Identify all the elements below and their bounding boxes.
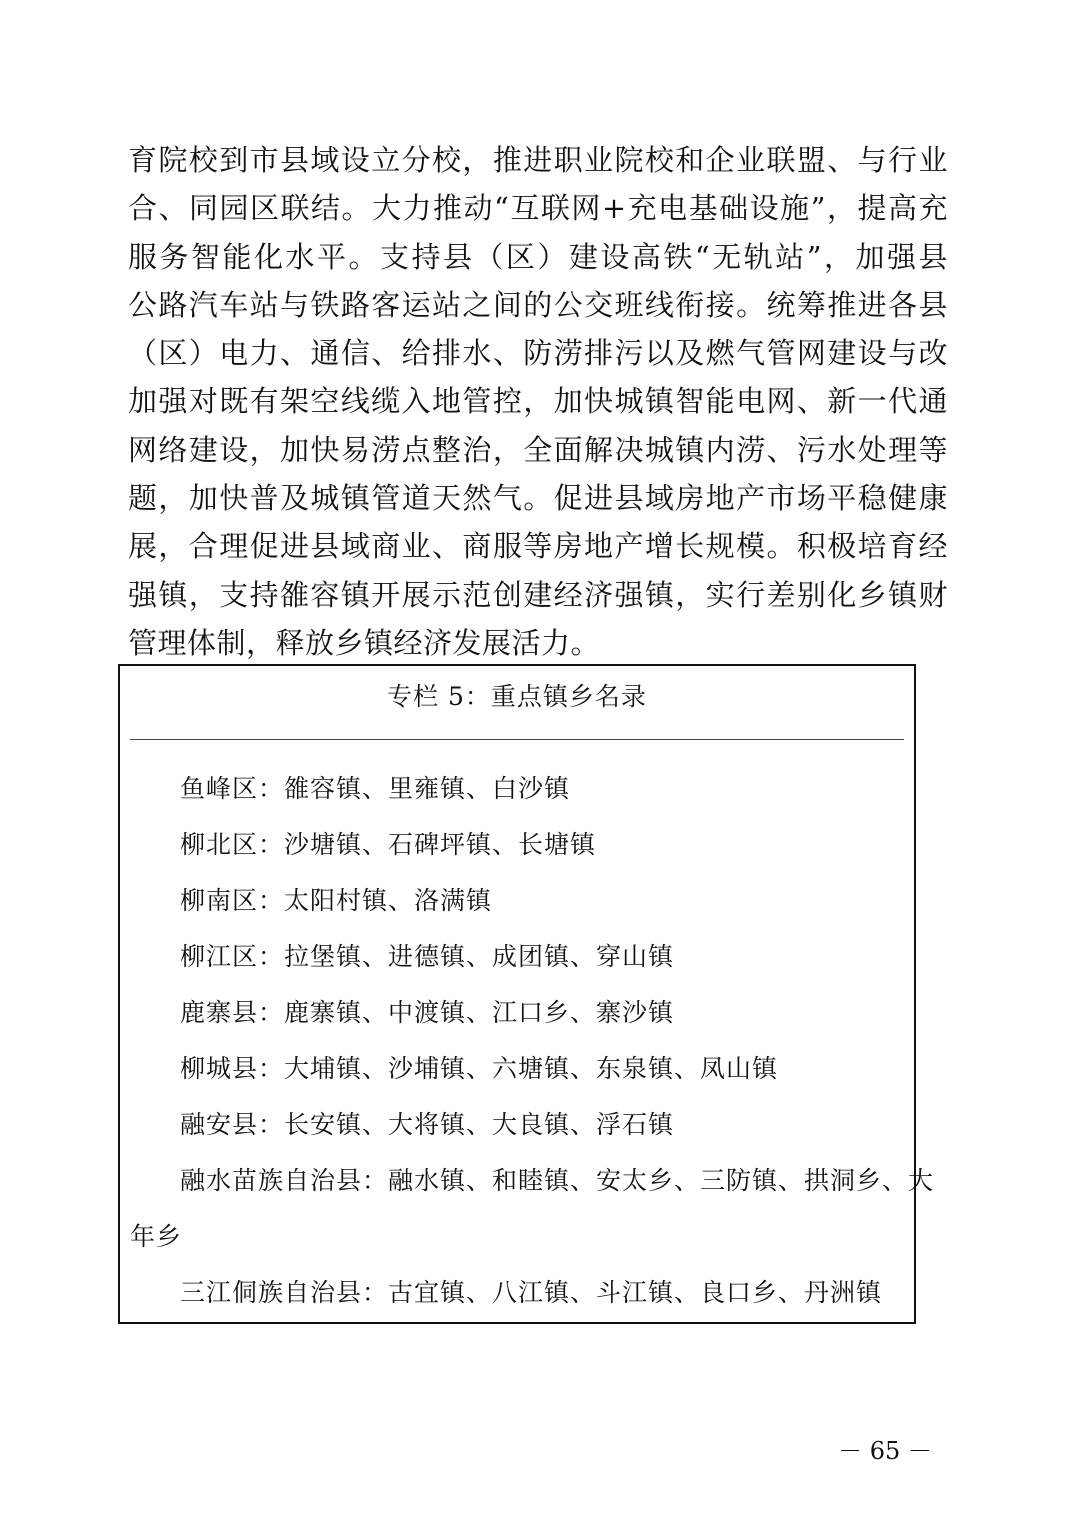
town-list-entry	[130, 1164, 935, 1198]
page-number: － 65 －	[838, 1437, 932, 1465]
key-towns-sidebar-box	[118, 664, 935, 1324]
town-list-entry	[130, 940, 910, 974]
entry-text: 年乡	[130, 1222, 183, 1251]
entry-text: 鱼峰区：雒容镇、里雍镇、白沙镇	[180, 774, 571, 803]
town-list-entry	[130, 1108, 910, 1142]
entry-text: 鹿寨县：鹿寨镇、中渡镇、江口乡、寨沙镇	[180, 998, 675, 1027]
town-list-entry-continuation	[130, 1220, 910, 1254]
town-list-entry	[130, 772, 910, 806]
paragraph-line: 公路汽车站与铁路客运站之间的公交班线衔接。统筹推进各县	[128, 287, 948, 322]
paragraph-line: 网络建设，加快易涝点整治，全面解决城镇内涝、污水处理等	[128, 432, 948, 467]
box-divider	[130, 739, 904, 740]
entry-text: 三江侗族自治县：古宜镇、八江镇、斗江镇、良口乡、丹洲镇	[180, 1278, 883, 1307]
entry-text: 柳南区：太阳村镇、洛满镇	[180, 886, 493, 915]
entry-text: 柳北区：沙塘镇、石碑坪镇、长塘镇	[180, 830, 597, 859]
town-list-entry	[130, 996, 910, 1030]
paragraph-line: 育院校到市县域设立分校，推进职业院校和企业联盟、与行业	[128, 143, 948, 177]
town-list-entry	[130, 828, 910, 862]
paragraph-line: 加强对既有架空线缆入地管控，加快城镇智能电网、新一代通	[128, 384, 948, 419]
body-paragraph	[128, 136, 948, 667]
entry-text: 柳江区：拉堡镇、进德镇、成团镇、穿山镇	[180, 942, 675, 971]
entry-text: 融安县：长安镇、大将镇、大良镇、浮石镇	[180, 1110, 675, 1139]
box-title: 专栏 5：重点镇乡名录	[387, 682, 647, 711]
entry-text: 融水苗族自治县：融水镇、和睦镇、安太乡、三防镇、拱洞乡、大	[180, 1166, 935, 1195]
paragraph-line: 强镇，支持雒容镇开展示范创建经济强镇，实行差别化乡镇财	[128, 577, 948, 612]
paragraph-line: 合、同园区联结。大力推动“互联网+充电基础设施”，提高充	[128, 191, 948, 226]
town-list-entry	[130, 884, 910, 918]
paragraph-line: （区）电力、通信、给排水、防涝排污以及燃气管网建设与改	[128, 336, 948, 371]
paragraph-line: 管理体制，释放乡镇经济发展活力。	[128, 625, 601, 660]
paragraph-line: 题，加快普及城镇管道天然气。促进县域房地产市场平稳健康	[128, 481, 948, 516]
town-list-entry	[130, 1276, 910, 1310]
town-list-entry	[130, 1052, 910, 1086]
entry-text: 柳城县：大埔镇、沙埔镇、六塘镇、东泉镇、凤山镇	[180, 1054, 779, 1083]
paragraph-line: 服务智能化水平。支持县（区）建设高铁“无轨站”，加强县	[128, 239, 948, 274]
paragraph-line: 展，合理促进县域商业、商服等房地产增长规模。积极培育经	[128, 529, 948, 564]
